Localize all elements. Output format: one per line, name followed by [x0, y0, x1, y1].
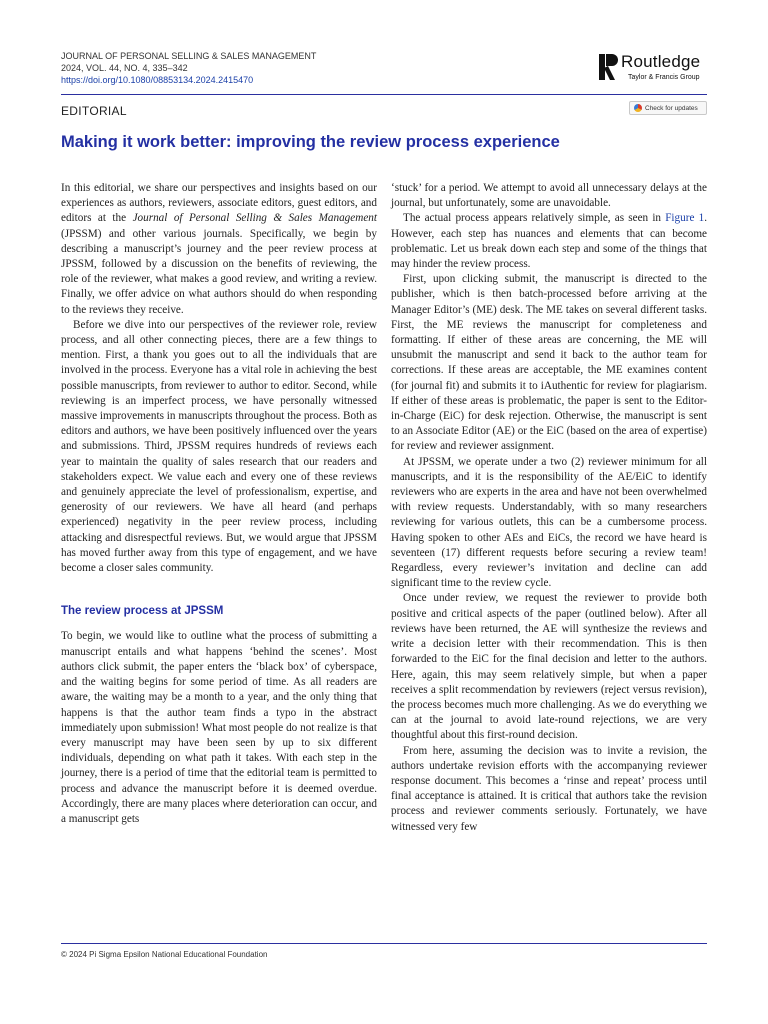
section-label: EDITORIAL: [61, 104, 127, 118]
paragraph: ‘stuck’ for a period. We attempt to avoid all unnecessary delays at the journal, but unfortunately, some are unavoidable.: [391, 182, 707, 210]
paragraph: From here, assuming the decision was to invite a revision, the authors undertake revision efforts with the accompanying reviewer response document. This becomes a ‘rinse and repeat’ process until final acceptance is attained. It is critical that authors take the revision process and reviewer comments seriously. Fortunately, we have witnessed very few: [391, 744, 707, 833]
publisher-subtitle: Taylor & Francis Group: [628, 74, 700, 81]
check-updates-label: Check for updates: [645, 104, 698, 112]
journal-title-italic: Journal of Personal Selling & Sales Management: [132, 212, 377, 225]
paragraph-text: (JPSSM) and other various journals. Specifically, we begin by describing a manuscript’s journey and the peer review process at JPSSM, followed by a discussion on the benefits of reviewing, the role of the reviewer, what makes a good review, and writing a review. Finally, we offer advice on what authors should do when responding to the reviews they receive.: [61, 227, 377, 316]
paragraph-text: The actual process appears relatively simple, as seen in: [403, 212, 666, 225]
right-column: [391, 181, 707, 835]
paragraph: Once under review, we request the reviewer to provide both positive and critical aspects of the paper (outlined below). After all reviews have been returned, the AE will synthesize the reviews and write a decision letter with their recommendation. This is then forwarded to the EiC for the final decision and letter to the authors. Here, again, this may seem relatively simple, but when a paper receives a split recommendation by reviewers (reject versus revision), the process becomes much more challenging. As we do everything we can at the journal to avoid late-round rejections, we are very thoughtful about this first-round decision.: [391, 592, 707, 742]
paragraph: First, upon clicking submit, the manuscript is directed to the publisher, which is then batch-processed before arriving at the Manager Editor’s (ME) desk. The ME takes on several different tasks. First, the ME reviews the manuscript for completeness and formatting. If either of these areas are concerning, the ME will unsubmit the manuscript and send it back to the author team for corrections. If these areas are acceptable, the ME examines content (for journal fit) and submits it to iAuthentic for review for plagiarism. If either of these areas is problematic, the paper is sent to the Editor-in-Charge (EiC) for desk rejection. Otherwise, the manuscript is sent to an Associate Editor (AE) or the EiC (based on the area of expertise) for review and reviewer assignment.: [391, 273, 707, 453]
check-updates-icon: [634, 104, 642, 112]
check-updates-button[interactable]: [629, 101, 707, 115]
paragraph: [61, 181, 377, 318]
paragraph-text: In this editorial, we share our perspectives and insights based on our experiences as authors, reviewers, associate editors, guest editors, and editors at the: [61, 182, 377, 225]
paragraph: At JPSSM, we operate under a two (2) reviewer minimum for all manuscripts, and it is the responsibility of the AE/EiC to identify reviewers who are experts in the area and have not been overwhelmed with review requests. Understandably, with so many researchers reviewing for various outlets, this can be a cumbersome process. Having spoken to other AEs and EiCs, the record we have heard is seventeen (17) different requests before securing a review team! Regardless, every reviewer’s invitation and decline can add significant time to the review cycle.: [391, 455, 707, 590]
paragraph: [391, 211, 707, 272]
paragraph: To begin, we would like to outline what the process of submitting a manuscript entails and what happens ‘behind the scenes’. Most authors click submit, the paper enters the ‘black box’ of cyberspace, and the waiting begins for some period of time. As all readers are aware, the waiting may be a month to a year, and the only thing that happens is that the author team finds a typo in the abstract immediately upon submission! What most people do not realize is that every manuscript may have been seen by up to six different individuals, depending on what path it takes. With each step in the journey, there is a period of time that the editorial team is permitted to process and advance the manuscript before it is deemed overdue. Accordingly, there are many places where deterioration can occur, and a manuscript gets: [61, 630, 377, 825]
journal-volume: 2024, VOL. 44, NO. 4, 335–342: [61, 63, 188, 73]
publisher-logo: [599, 52, 709, 86]
publisher-name: Routledge: [621, 52, 701, 71]
figure-link[interactable]: Figure 1: [665, 212, 705, 225]
section-heading: The review process at JPSSM: [61, 605, 224, 618]
article-title: Making it work better: improving the review process experience: [61, 133, 560, 151]
routledge-mark-icon: [599, 52, 619, 82]
header-rule: [61, 94, 707, 95]
footer-rule: [61, 943, 707, 944]
left-column: [61, 181, 377, 827]
doi-link[interactable]: https://doi.org/10.1080/08853134.2024.2415470: [61, 75, 254, 85]
journal-name: JOURNAL OF PERSONAL SELLING & SALES MANAGEMENT: [61, 51, 317, 61]
paragraph-text: . However, each step has nuances and elements that can become problematic. Let us break down each step and some of the things that may hinder the review process.: [391, 212, 707, 271]
copyright-footer: © 2024 Pi Sigma Epsilon National Educational Foundation: [61, 950, 268, 959]
paragraph: Before we dive into our perspectives of the reviewer role, review process, and all other connecting pieces, there are a few things to mention. First, a thank you goes out to all the individuals that are involved in the process. Everyone has a vital role in achieving the best possible manuscripts, from reviewer to author to editor. Second, while reviewing is an imperfect process, we have personally witnessed massive improvements in manuscripts throughout the process. Both as editors and authors, we have been positively influenced over the years and submissions. Third, JPSSM requires hundreds of reviews each year to maintain the quality of sales research that our readers and stakeholders expect. We value each and every one of these reviews and genuinely appreciate the level of professionalism, expertise, and generosity of our reviewers. We have all heard (and perhaps experienced) negativity in the peer review process, including attacking and disrespectful reviews. But, we would argue that JPSSM has moved further away from this type of engagement, and we have become a closer sales community.: [61, 318, 377, 575]
journal-header: [61, 50, 316, 86]
